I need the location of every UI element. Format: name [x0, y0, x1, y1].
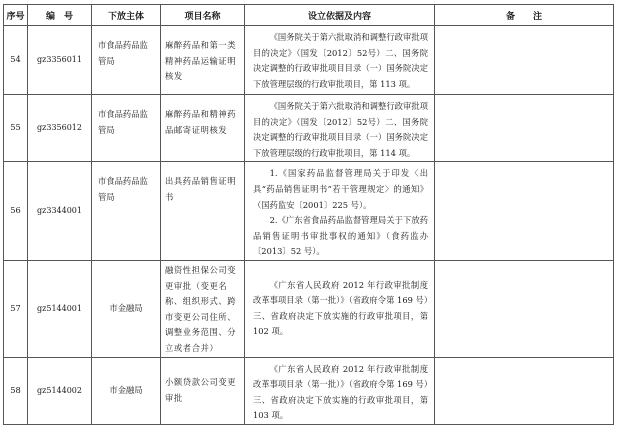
row-remark: [435, 162, 614, 261]
row-seq: 54: [4, 26, 28, 95]
row-code: gz3356011: [28, 26, 92, 95]
row-seq: 55: [4, 95, 28, 162]
row-basis: [245, 357, 435, 424]
table-row: [4, 95, 614, 162]
approval-items-table: [3, 4, 614, 425]
header-basis: 设立依据及内容: [245, 5, 435, 26]
row-dept: 市食品药品监管局: [92, 162, 161, 261]
row-remark: [435, 357, 614, 424]
row-seq: 56: [4, 162, 28, 261]
basis-paragraph: 《国务院关于第六批取消和调整行政审批项目的决定》（国发〔2012〕52号）二、国务院决定调整的行政审批项目目录（一）国务院决定下放管理层级的行政审批项目，第 114 项。: [253, 101, 428, 158]
row-seq: 58: [4, 357, 28, 424]
row-code: gz5144002: [28, 357, 92, 424]
row-remark: [435, 260, 614, 357]
row-code: gz5144001: [28, 260, 92, 357]
header-seq: 序号: [4, 5, 28, 26]
row-code: gz3344001: [28, 162, 92, 261]
row-dept: 市金融局: [92, 260, 161, 357]
header-item: 项目名称: [161, 5, 245, 26]
row-item: 麻醉药品和精神药品邮寄证明核发: [161, 95, 245, 162]
header-dept: 下放主体: [92, 5, 161, 26]
header-remark: 备 注: [435, 5, 614, 26]
row-item: 麻醉药品和第一类精神药品运输证明核发: [161, 26, 245, 95]
basis-paragraph: 《国务院关于第六批取消和调整行政审批项目的决定》（国发〔2012〕52号）二、国务院决定调整的行政审批项目目录（一）国务院决定下放管理层级的行政审批项目，第 113 项。: [253, 32, 428, 89]
row-code: gz3356012: [28, 95, 92, 162]
row-item: 小额贷款公司变更审批: [161, 357, 245, 424]
row-seq: 57: [4, 260, 28, 357]
row-item: 出具药品销售证明书: [161, 162, 245, 261]
basis-paragraph: 2.《广东省食品药品监督管理局关于下放药品销售证明书审批事权的通知》（食药监办〔2013〕52 号）。: [253, 215, 428, 257]
row-basis: [245, 95, 435, 162]
row-basis: [245, 260, 435, 357]
row-item: 融资性担保公司变更审批（变更名称、组织形式、跨市变更公司住所、调整业务范围、分立或者合并）: [161, 260, 245, 357]
header-code: 编 号: [28, 5, 92, 26]
row-basis: [245, 26, 435, 95]
basis-paragraph: 《广东省人民政府 2012 年行政审批制度改革事项目录（第一批）》（省政府令第 169 号）三、省政府决定下放实施的行政审批项目，第 103 项。: [253, 363, 428, 421]
table-row: [4, 260, 614, 357]
basis-paragraph: 1.《国家药品监督管理局关于印发〈出具“药品销售证明书”若干管理规定〉的通知》（国药监安〔2001〕225 号）。: [253, 168, 428, 210]
row-basis: [245, 162, 435, 261]
row-remark: [435, 95, 614, 162]
table-header-row: [4, 5, 614, 26]
basis-paragraph: 《广东省人民政府 2012 年行政审批制度改革事项目录（第一批）》（省政府令第 169 号）三、省政府决定下放实施的行政审批项目，第 102 项。: [253, 279, 428, 337]
table-row: [4, 162, 614, 261]
row-dept: 市食品药品监管局: [92, 26, 161, 95]
row-dept: 市食品药品监管局: [92, 95, 161, 162]
row-dept: 市金融局: [92, 357, 161, 424]
table-row: [4, 357, 614, 424]
table-row: [4, 26, 614, 95]
row-remark: [435, 26, 614, 95]
